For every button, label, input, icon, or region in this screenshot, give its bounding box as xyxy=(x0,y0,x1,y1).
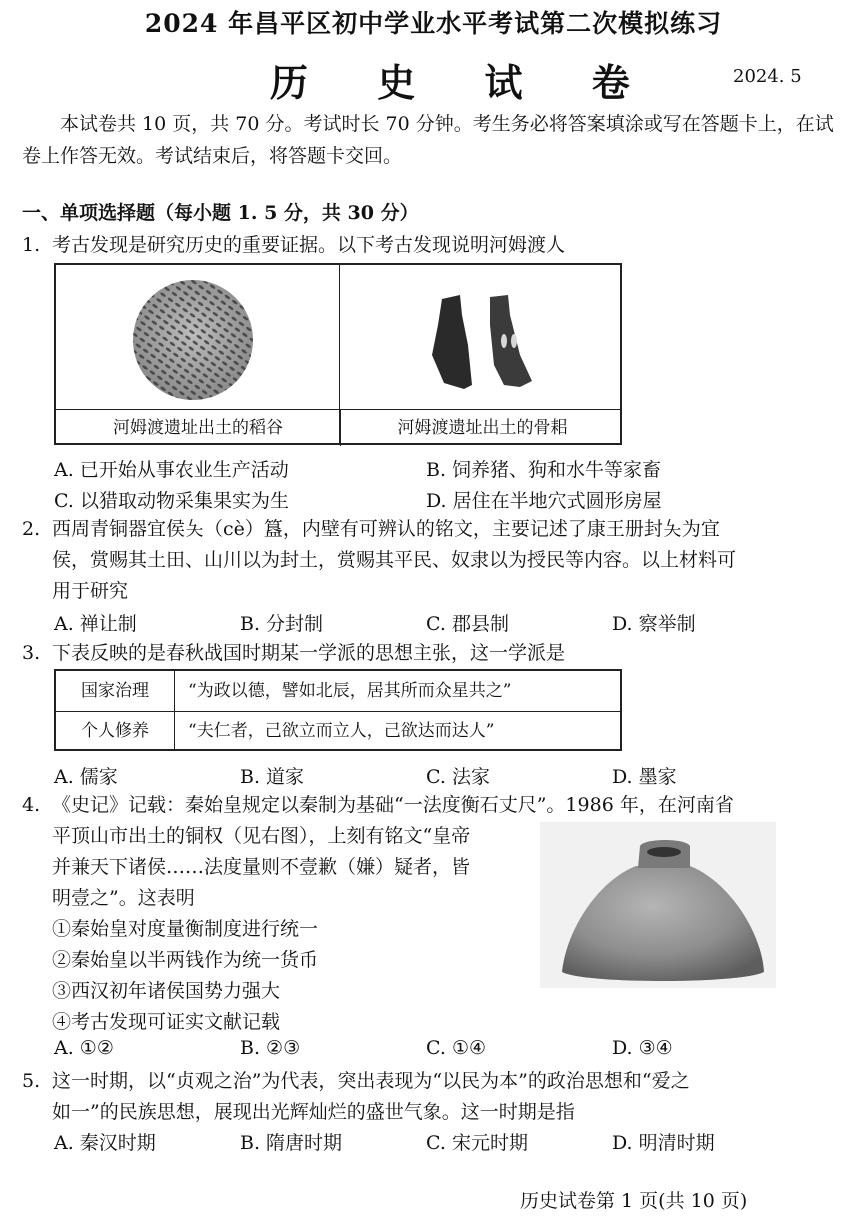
question-line: 这一时期，以“贞观之治”为代表，突出表现为“以民为本”的政治思想和“爱之 xyxy=(52,1070,690,1092)
question-line: 《史记》记载：秦始皇规定以秦制为基础“一法度衡石丈尺”。1986 年，在河南省 xyxy=(52,794,734,816)
paper-title: 历 史 试 卷 xyxy=(270,60,658,105)
q4-option-c: C. ①④ xyxy=(426,1037,487,1059)
q4-option-d: D. ③④ xyxy=(612,1037,673,1059)
question-line: 侯，赏赐其土田、山川以为封土，赏赐其平民、奴隶以为授民等内容。以上材料可 xyxy=(52,549,737,571)
section-heading: 一、单项选择题（每小题 1. 5 分，共 30 分） xyxy=(22,202,419,224)
question-number: 2. xyxy=(22,518,41,540)
question-2 xyxy=(22,514,837,607)
q3-option-a: A. 儒家 xyxy=(54,766,118,788)
q1-option-b: B. 饲养猪、狗和水牛等家畜 xyxy=(426,459,662,481)
q2-option-d: D. 察举制 xyxy=(612,613,696,635)
row-value: “夫仁者，己欲立而立人，己欲达而达人” xyxy=(188,721,495,741)
q1-option-d: D. 居住在半地穴式圆形房屋 xyxy=(426,490,662,512)
q2-option-a: A. 禅让制 xyxy=(54,613,137,635)
statement: ④考古发现可证实文献记载 xyxy=(52,1011,281,1033)
exam-title: 2024 年昌平区初中学业水平考试第二次模拟练习 xyxy=(144,9,723,38)
q3-option-c: C. 法家 xyxy=(426,766,490,788)
bronze-weight-image xyxy=(540,822,776,988)
question-3 xyxy=(22,638,837,669)
q5-option-b: B. 隋唐时期 xyxy=(240,1132,343,1154)
q1-option-a: A. 已开始从事农业生产活动 xyxy=(54,459,289,481)
statement: ②秦始皇以半两钱作为统一货币 xyxy=(52,949,319,971)
exam-date: 2024. 5 xyxy=(733,66,802,87)
rice-caption: 河姆渡遗址出土的稻谷 xyxy=(113,418,283,438)
question-line: 如一”的民族思想，展现出光辉灿烂的盛世气象。这一时期是指 xyxy=(52,1101,575,1123)
question-text: 考古发现是研究历史的重要证据。以下考古发现说明河姆渡人 xyxy=(52,234,566,256)
school-thought-table xyxy=(54,669,622,751)
bone-spade-image xyxy=(424,285,544,405)
row-value: “为政以德，譬如北辰，居其所而众星共之” xyxy=(188,681,512,701)
q4-option-a: A. ①② xyxy=(54,1037,114,1059)
q3-option-d: D. 墨家 xyxy=(612,766,677,788)
row-label: 国家治理 xyxy=(56,671,175,711)
question-line: 明壹之”。这表明 xyxy=(52,887,195,909)
question-line: 用于研究 xyxy=(52,580,129,602)
q5-option-c: C. 宋元时期 xyxy=(426,1132,528,1154)
table-row xyxy=(56,671,620,712)
rice-grains-image xyxy=(128,275,258,405)
spade-caption: 河姆渡遗址出土的骨耜 xyxy=(340,410,624,446)
question-line: 平顶山市出土的铜权（见右图），上刻有铭文“皇帝 xyxy=(52,825,471,847)
q1-option-c: C. 以猎取动物采集果实为生 xyxy=(54,490,289,512)
question-number: 1. xyxy=(22,234,41,256)
statement: ①秦始皇对度量衡制度进行统一 xyxy=(52,918,319,940)
caption-row xyxy=(56,409,620,446)
statement: ③西汉初年诸侯国势力强大 xyxy=(52,980,281,1002)
q4-option-b: B. ②③ xyxy=(240,1037,301,1059)
question-1 xyxy=(22,230,837,261)
question-number: 4. xyxy=(22,794,41,816)
q5-option-a: A. 秦汉时期 xyxy=(54,1132,156,1154)
row-label: 个人修养 xyxy=(56,711,175,751)
question-line: 西周青铜器宜侯夨（cè）簋，内壁有可辨认的铭文，主要记述了康王册封夨为宜 xyxy=(52,518,720,540)
table-row xyxy=(56,711,620,751)
question-number: 5. xyxy=(22,1070,41,1092)
q5-option-d: D. 明清时期 xyxy=(612,1132,715,1154)
question-text: 下表反映的是春秋战国时期某一学派的思想主张，这一学派是 xyxy=(52,642,566,664)
question-line: 并兼天下诸侯……法度量则不壹歉（嫌）疑者，皆 xyxy=(52,856,471,878)
q2-option-c: C. 郡县制 xyxy=(426,613,509,635)
question-number: 3. xyxy=(22,642,41,664)
q3-option-b: B. 道家 xyxy=(240,766,305,788)
instructions: 本试卷共 10 页，共 70 分。考试时长 70 分钟。考生务必将答案填涂或写在答题卡上，在试卷上作答无效。考试结束后，将答题卡交回。 xyxy=(22,113,834,167)
page-footer: 历史试卷第 1 页(共 10 页) xyxy=(520,1190,748,1212)
artifact-table xyxy=(54,263,622,445)
question-5 xyxy=(22,1066,837,1128)
q2-option-b: B. 分封制 xyxy=(240,613,324,635)
